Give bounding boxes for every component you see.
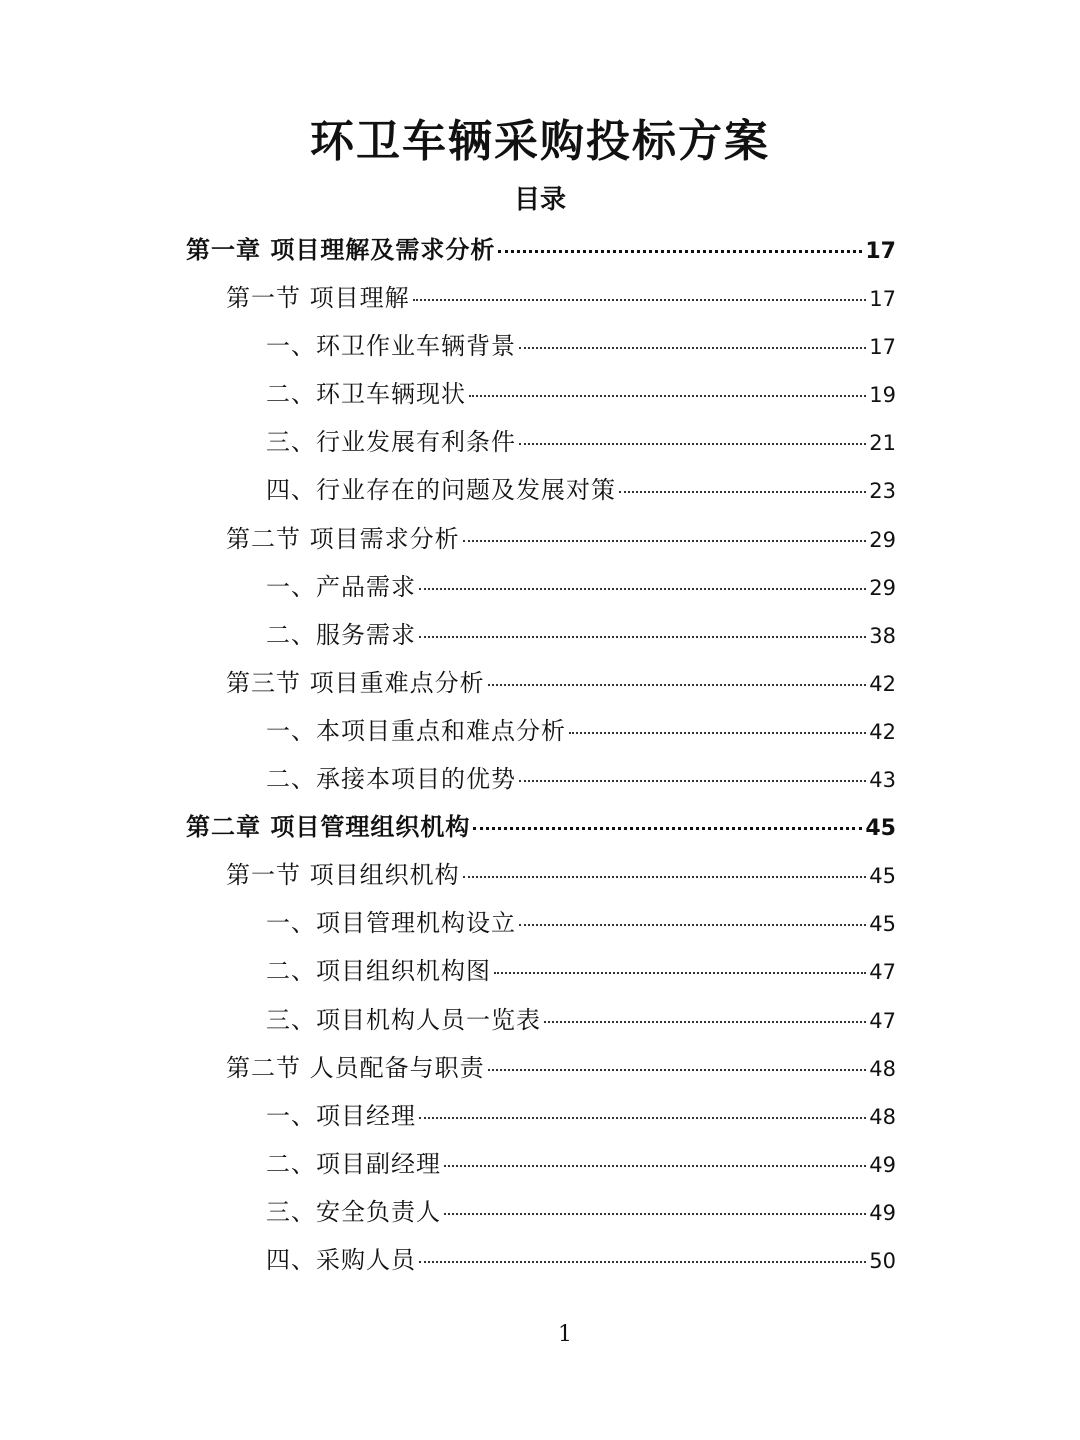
- toc-section-entry[interactable]: [186, 515, 896, 563]
- toc-subsection-entry[interactable]: [186, 996, 896, 1044]
- toc-entry-label: 二、环卫车辆现状: [266, 380, 466, 409]
- toc-dot-leader: [413, 299, 867, 301]
- toc-subsection-entry[interactable]: [186, 418, 896, 466]
- toc-entry-page: 47: [869, 1008, 896, 1033]
- toc-subsection-entry[interactable]: [186, 707, 896, 755]
- toc-subsection-entry[interactable]: [186, 466, 896, 514]
- toc-entry-label: 第二节 项目需求分析: [226, 524, 460, 553]
- toc-dot-leader: [498, 250, 862, 253]
- toc-entry-label: 一、项目经理: [266, 1101, 416, 1130]
- toc-entry-page: 45: [869, 864, 896, 889]
- toc-dot-leader: [544, 1021, 866, 1023]
- toc-entry-page: 42: [869, 671, 896, 696]
- toc-entry-label: 一、本项目重点和难点分析: [266, 716, 566, 745]
- toc-entry-label: 第二节 人员配备与职责: [226, 1053, 485, 1082]
- toc-dot-leader: [488, 684, 867, 686]
- page-number: 1: [558, 1322, 572, 1347]
- toc-entry-page: 45: [865, 816, 896, 842]
- toc-entry-label: 三、安全负责人: [266, 1197, 441, 1226]
- toc-entry-page: 23: [869, 479, 896, 504]
- toc-entry-page: 29: [869, 527, 896, 552]
- toc-section-entry[interactable]: [186, 851, 896, 899]
- toc-entry-page: 42: [869, 719, 896, 744]
- toc-entry-label: 一、项目管理机构设立: [266, 909, 516, 938]
- toc-entry-label: 二、承接本项目的优势: [266, 765, 516, 794]
- toc-entry-page: 19: [869, 383, 896, 408]
- toc-subsection-entry[interactable]: [186, 947, 896, 995]
- toc-entry-label: 三、项目机构人员一览表: [266, 1005, 541, 1034]
- toc-dot-leader: [463, 540, 867, 542]
- toc-subsection-entry[interactable]: [186, 1188, 896, 1236]
- toc-entry-page: 17: [865, 239, 896, 264]
- toc-section-entry[interactable]: [186, 274, 896, 322]
- toc-dot-leader: [519, 780, 866, 782]
- toc-subsection-entry[interactable]: [186, 899, 896, 947]
- toc-subsection-entry[interactable]: [186, 370, 896, 418]
- toc-entry-page: 29: [869, 575, 896, 600]
- toc-section-entry[interactable]: [186, 1044, 896, 1092]
- toc-entry-page: 48: [869, 1104, 896, 1129]
- toc-entry-label: 二、服务需求: [266, 620, 416, 649]
- toc-chapter-entry[interactable]: [186, 803, 896, 851]
- table-of-contents: [186, 226, 896, 1284]
- toc-entry-label: 四、采购人员: [266, 1245, 416, 1274]
- toc-entry-page: 50: [869, 1248, 896, 1273]
- toc-dot-leader: [463, 876, 867, 878]
- toc-dot-leader: [444, 1213, 866, 1215]
- toc-entry-page: 43: [869, 768, 896, 793]
- toc-subsection-entry[interactable]: [186, 755, 896, 803]
- toc-entry-label: 二、项目组织机构图: [266, 957, 491, 986]
- toc-entry-label: 第一节 项目组织机构: [226, 861, 460, 890]
- toc-chapter-entry[interactable]: [186, 226, 896, 274]
- toc-subsection-entry[interactable]: [186, 322, 896, 370]
- toc-dot-leader: [419, 636, 866, 638]
- toc-subsection-entry[interactable]: [186, 563, 896, 611]
- toc-entry-page: 45: [869, 912, 896, 937]
- toc-entry-label: 四、行业存在的问题及发展对策: [266, 476, 616, 505]
- toc-entry-label: 三、行业发展有利条件: [266, 428, 516, 457]
- toc-dot-leader: [519, 924, 866, 926]
- toc-entry-page: 17: [869, 335, 896, 360]
- toc-entry-page: 49: [869, 1152, 896, 1177]
- toc-entry-label: 第三节 项目重难点分析: [226, 668, 485, 697]
- toc-dot-leader: [488, 1069, 867, 1071]
- toc-dot-leader: [519, 443, 866, 445]
- toc-entry-page: 49: [869, 1200, 896, 1225]
- toc-entry-label: 一、产品需求: [266, 572, 416, 601]
- toc-dot-leader: [419, 1261, 866, 1263]
- toc-entry-label: 第一章 项目理解及需求分析: [186, 235, 496, 264]
- toc-subsection-entry[interactable]: [186, 1092, 896, 1140]
- toc-entry-label: 一、环卫作业车辆背景: [266, 332, 516, 361]
- toc-entry-label: 第一节 项目理解: [226, 284, 410, 313]
- document-title: 环卫车辆采购投标方案: [310, 116, 770, 167]
- toc-entry-page: 48: [869, 1056, 896, 1081]
- toc-subsection-entry[interactable]: [186, 611, 896, 659]
- toc-section-entry[interactable]: [186, 659, 896, 707]
- toc-subsection-entry[interactable]: [186, 1140, 896, 1188]
- toc-subsection-entry[interactable]: [186, 1236, 896, 1284]
- toc-dot-leader: [473, 827, 862, 830]
- toc-dot-leader: [419, 588, 866, 590]
- toc-dot-leader: [494, 972, 866, 974]
- toc-dot-leader: [469, 395, 866, 397]
- toc-dot-leader: [519, 347, 866, 349]
- toc-entry-page: 47: [869, 960, 896, 985]
- toc-entry-page: 21: [869, 431, 896, 456]
- toc-entry-page: 38: [869, 623, 896, 648]
- toc-dot-leader: [419, 1117, 866, 1119]
- toc-entry-label: 第二章 项目管理组织机构: [186, 812, 471, 842]
- toc-entry-label: 二、项目副经理: [266, 1149, 441, 1178]
- toc-dot-leader: [444, 1165, 866, 1167]
- toc-dot-leader: [569, 732, 866, 734]
- toc-entry-page: 17: [869, 287, 896, 312]
- toc-dot-leader: [619, 491, 866, 493]
- toc-heading: 目录: [513, 185, 566, 215]
